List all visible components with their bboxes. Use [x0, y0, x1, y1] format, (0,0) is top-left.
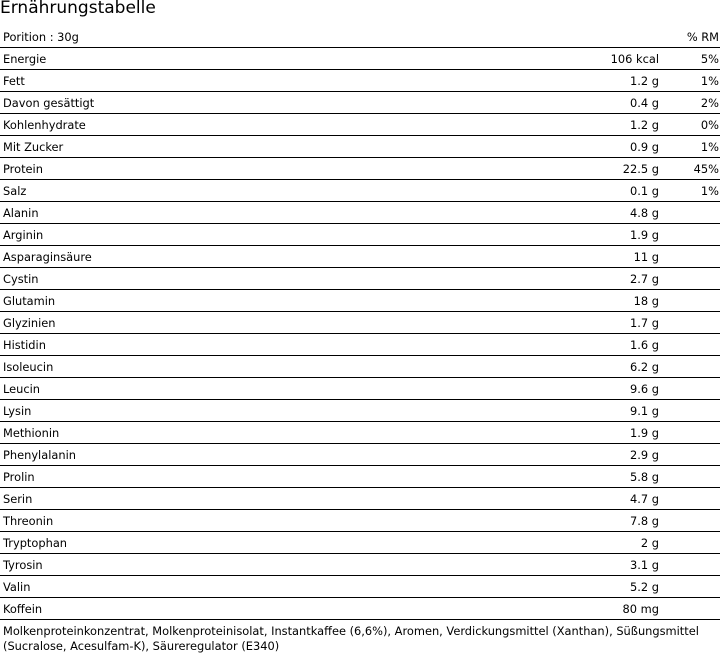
- nutrient-amount: 0.9 g: [520, 136, 663, 158]
- nutrient-name: Kohlenhydrate: [0, 114, 520, 136]
- percent-rm-header: % RM: [663, 26, 720, 48]
- nutrient-percent-rm: 5%: [663, 48, 720, 70]
- page-title: Ernährungstabelle: [0, 0, 156, 18]
- nutrient-amount: 5.2 g: [520, 576, 663, 598]
- table-row: [0, 554, 720, 576]
- nutrient-name: Glyzinien: [0, 312, 520, 334]
- nutrient-name: Fett: [0, 70, 520, 92]
- nutrient-name: Lysin: [0, 400, 520, 422]
- nutrient-name: Asparaginsäure: [0, 246, 520, 268]
- nutrient-percent-rm: 2%: [663, 92, 720, 114]
- nutrient-amount: 4.8 g: [520, 202, 663, 224]
- nutrient-percent-rm: [663, 202, 720, 224]
- nutrient-name: Threonin: [0, 510, 520, 532]
- table-row: [0, 114, 720, 136]
- nutrient-amount: 106 kcal: [520, 48, 663, 70]
- nutrient-amount: 4.7 g: [520, 488, 663, 510]
- nutrient-amount: 9.6 g: [520, 378, 663, 400]
- nutrient-name: Alanin: [0, 202, 520, 224]
- table-row: [0, 158, 720, 180]
- nutrient-percent-rm: [663, 554, 720, 576]
- table-row: [0, 598, 720, 620]
- table-row: [0, 312, 720, 334]
- nutrient-name: Isoleucin: [0, 356, 520, 378]
- nutrient-name: Prolin: [0, 466, 520, 488]
- amount-column-header: [520, 26, 663, 48]
- nutrient-percent-rm: [663, 488, 720, 510]
- nutrient-name: Leucin: [0, 378, 520, 400]
- nutrient-amount: 1.9 g: [520, 422, 663, 444]
- nutrient-percent-rm: [663, 290, 720, 312]
- table-row: [0, 334, 720, 356]
- table-row: [0, 70, 720, 92]
- table-header-row: [0, 26, 720, 48]
- nutrient-percent-rm: [663, 576, 720, 598]
- nutrient-name: Arginin: [0, 224, 520, 246]
- table-row: [0, 510, 720, 532]
- table-row: [0, 246, 720, 268]
- portion-label: Porition : 30g: [0, 26, 520, 48]
- nutrient-percent-rm: [663, 510, 720, 532]
- nutrient-percent-rm: [663, 532, 720, 554]
- nutrient-percent-rm: 1%: [663, 180, 720, 202]
- nutrient-amount: 7.8 g: [520, 510, 663, 532]
- nutrient-amount: 1.2 g: [520, 70, 663, 92]
- nutrient-amount: 0.4 g: [520, 92, 663, 114]
- nutrient-percent-rm: [663, 444, 720, 466]
- table-row: [0, 488, 720, 510]
- nutrient-name: Methionin: [0, 422, 520, 444]
- nutrient-percent-rm: [663, 466, 720, 488]
- nutrient-amount: 2.9 g: [520, 444, 663, 466]
- nutrient-percent-rm: [663, 598, 720, 620]
- table-row: [0, 356, 720, 378]
- nutrient-amount: 2.7 g: [520, 268, 663, 290]
- nutrient-name: Davon gesättigt: [0, 92, 520, 114]
- nutrient-amount: 18 g: [520, 290, 663, 312]
- table-row: [0, 532, 720, 554]
- nutrient-name: Energie: [0, 48, 520, 70]
- table-row: [0, 444, 720, 466]
- nutrient-name: Glutamin: [0, 290, 520, 312]
- nutrient-name: Cystin: [0, 268, 520, 290]
- nutrient-amount: 1.9 g: [520, 224, 663, 246]
- nutrient-amount: 1.6 g: [520, 334, 663, 356]
- nutrient-amount: 11 g: [520, 246, 663, 268]
- nutrient-name: Serin: [0, 488, 520, 510]
- nutrient-percent-rm: [663, 356, 720, 378]
- table-row: [0, 290, 720, 312]
- table-row: [0, 466, 720, 488]
- table-row: [0, 136, 720, 158]
- nutrient-percent-rm: [663, 400, 720, 422]
- nutrient-amount: 3.1 g: [520, 554, 663, 576]
- nutrient-amount: 1.2 g: [520, 114, 663, 136]
- ingredients-text: Molkenproteinkonzentrat, Molkenproteinisolat, Instantkaffee (6,6%), Aromen, Verdickungsmittel (Xanthan), Süßungsmittel (Sucralose, Acesulfam-K), Säureregulator (E340): [3, 624, 699, 653]
- nutrient-name: Histidin: [0, 334, 520, 356]
- nutrient-name: Protein: [0, 158, 520, 180]
- table-row: [0, 48, 720, 70]
- table-row: [0, 576, 720, 598]
- nutrient-percent-rm: 0%: [663, 114, 720, 136]
- table-row: [0, 92, 720, 114]
- nutrient-percent-rm: [663, 334, 720, 356]
- table-row: [0, 400, 720, 422]
- nutrient-percent-rm: 1%: [663, 136, 720, 158]
- table-row: [0, 378, 720, 400]
- nutrient-amount: 0.1 g: [520, 180, 663, 202]
- nutrient-percent-rm: [663, 224, 720, 246]
- nutrient-amount: 5.8 g: [520, 466, 663, 488]
- table-row: [0, 268, 720, 290]
- nutrient-name: Tryptophan: [0, 532, 520, 554]
- table-row: [0, 202, 720, 224]
- nutrient-percent-rm: 1%: [663, 70, 720, 92]
- table-row: [0, 224, 720, 246]
- nutrient-name: Mit Zucker: [0, 136, 520, 158]
- nutrient-percent-rm: [663, 378, 720, 400]
- nutrient-percent-rm: [663, 268, 720, 290]
- nutrition-table: [0, 26, 720, 620]
- nutrient-name: Tyrosin: [0, 554, 520, 576]
- nutrient-percent-rm: [663, 422, 720, 444]
- nutrient-amount: 1.7 g: [520, 312, 663, 334]
- nutrient-name: Salz: [0, 180, 520, 202]
- nutrient-name: Valin: [0, 576, 520, 598]
- table-row: [0, 180, 720, 202]
- nutrient-percent-rm: [663, 246, 720, 268]
- nutrient-name: Phenylalanin: [0, 444, 520, 466]
- nutrient-percent-rm: [663, 312, 720, 334]
- nutrient-name: Koffein: [0, 598, 520, 620]
- nutrient-amount: 80 mg: [520, 598, 663, 620]
- nutrient-amount: 6.2 g: [520, 356, 663, 378]
- nutrient-amount: 9.1 g: [520, 400, 663, 422]
- nutrition-table-body: [0, 26, 720, 620]
- nutrient-percent-rm: 45%: [663, 158, 720, 180]
- nutrient-amount: 22.5 g: [520, 158, 663, 180]
- table-row: [0, 422, 720, 444]
- nutrient-amount: 2 g: [520, 532, 663, 554]
